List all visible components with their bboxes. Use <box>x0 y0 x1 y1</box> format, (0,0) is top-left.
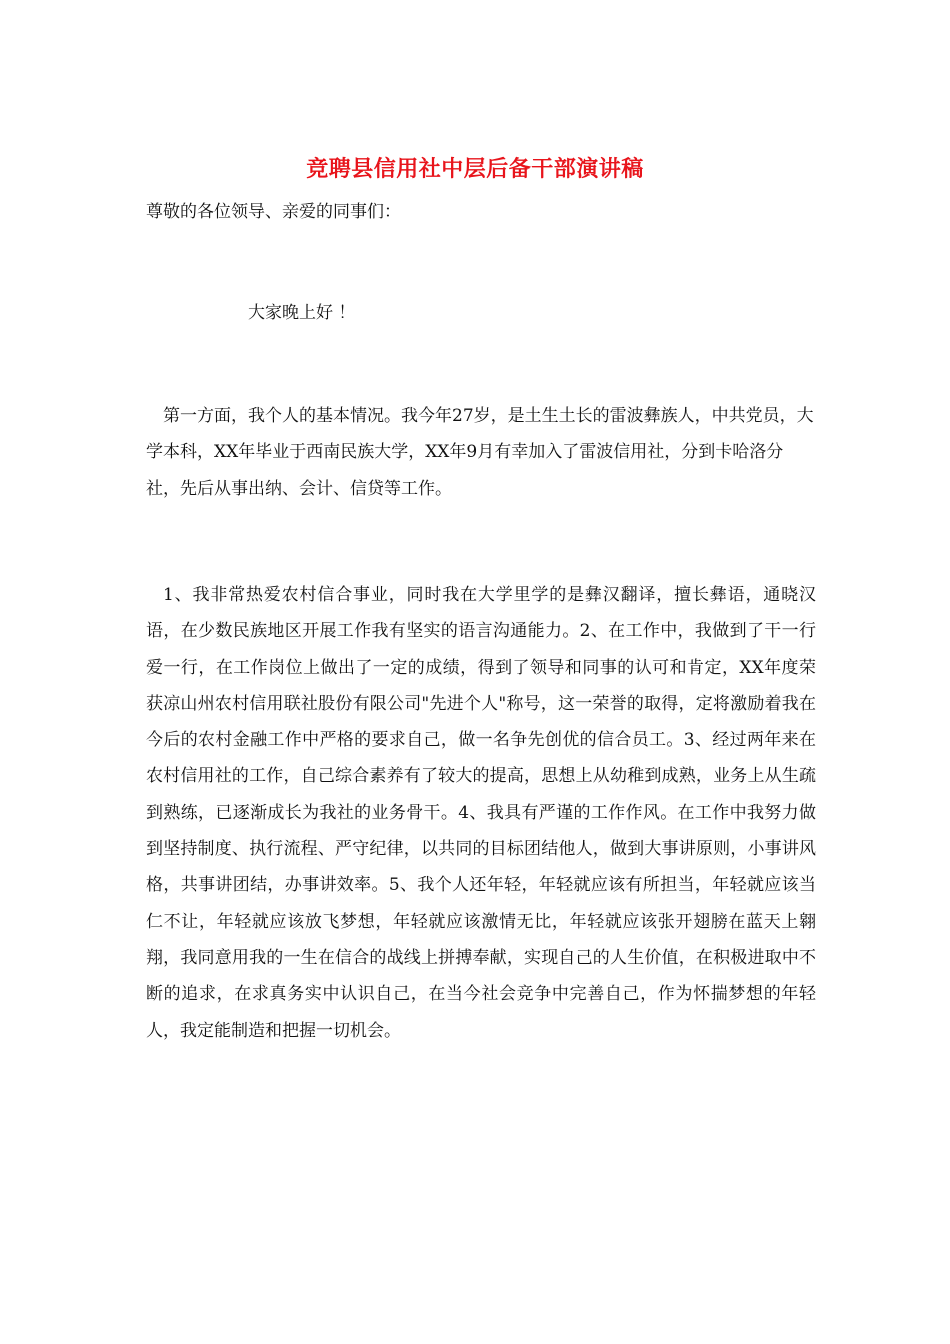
document-title: 竞聘县信用社中层后备干部演讲稿 <box>306 156 644 182</box>
paragraph-basic-info: 第一方面，我个人的基本情况。我今年27岁，是土生土长的雷波彝族人，中共党员，大学本科，XX年毕业于西南民族大学，XX年9月有幸加入了雷波信用社，分到卡哈洛分社，先后从事出纳、会计、信贷等工作。 <box>146 406 814 499</box>
salutation: 尊敬的各位领导、亲爱的同事们： <box>146 202 401 222</box>
paragraph-qualifications: 1、我非常热爱农村信合事业，同时我在大学里学的是彝汉翻译，擅长彝语，通晓汉语，在少数民族地区开展工作我有坚实的语言沟通能力。2、在工作中，我做到了干一行爱一行，在工作岗位上做出了一定的成绩，得到了领导和同事的认可和肯定，XX年度荣获凉山州农村信用联社股份有限公司"先进个人"称号，这一荣誉的取得，定将激励着我在今后的农村金融工作中严格的要求自己，做一名争先创优的信合员工。3、经过两年来在农村信用社的工作，自己综合素养有了较大的提高，思想上从幼稚到成熟，业务上从生疏到熟练，已逐渐成长为我社的业务骨干。4、我具有严谨的工作作风。在工作中我努力做到坚持制度、执行流程、严守纪律，以共同的目标团结他人，做到大事讲原则，小事讲风格，共事讲团结，办事讲效率。5、我个人还年轻，年轻就应该有所担当，年轻就应该当仁不让，年轻就应该放飞梦想，年轻就应该激情无比，年轻就应该张开翅膀在蓝天上翱翔，我同意用我的一生在信合的战线上拼搏奉献，实现自己的人生价值，在积极进取中不断的追求，在求真务实中认识自己，在当今社会竞争中完善自己，作为怀揣梦想的年轻人，我定能制造和把握一切机会。 <box>146 585 816 1041</box>
greeting: 大家晚上好 ！ <box>248 303 356 323</box>
